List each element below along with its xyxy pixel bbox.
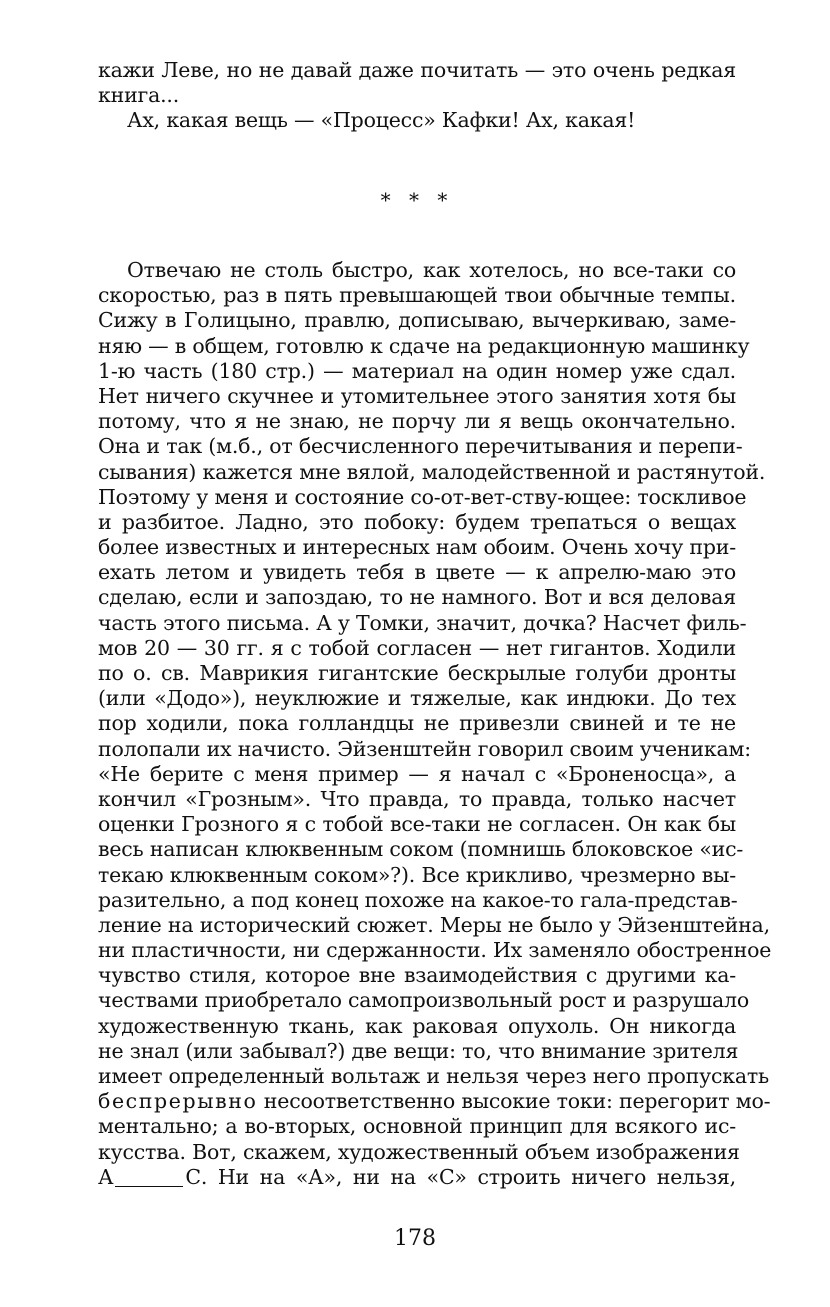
- text-line: сделаю, если и запоздаю, то не намного. Вот и вся деловая: [98, 585, 736, 610]
- text-line: [98, 1089, 771, 1114]
- text-line: ление на исторический сюжет. Меры не было у Эйзенштейна,: [98, 912, 770, 937]
- text-line: (или «Додо»), неуклюжие и тяжелые, как индюки. До тех: [98, 686, 736, 711]
- text-line: оценки Грозного я с тобой все-таки не согласен. Он как бы: [98, 812, 736, 837]
- text-line: разительно, а под конец похоже на какое-то гала-представ-: [98, 887, 738, 912]
- text-line: пор ходили, пока голландцы не привезли свиней и те не: [98, 711, 736, 736]
- text-line: по о. св. Маврикия гигантские бескрылые голуби дронты: [98, 661, 736, 685]
- text-line: художественную ткань, как раковая опухоль. Он никогда: [98, 1013, 736, 1038]
- emphasized-word: беспрерывно: [98, 1089, 258, 1114]
- text-line: ментально; а во-вторых, основной принцип для всякого ис-: [98, 1114, 736, 1139]
- text-line: потому, что я не знаю, не порчу ли я вещь окончательно.: [98, 409, 736, 434]
- text-fragment: несоответственно высокие токи: перегорит мо-: [263, 1089, 771, 1114]
- text-line: няю — в общем, готовлю к сдаче на редакционную машинку: [98, 333, 750, 358]
- text-line: ни пластичности, ни сдержанности. Их заменяло обостренное: [98, 938, 772, 963]
- text-line: Сижу в Голицыно, правлю, дописываю, вычеркиваю, заме-: [98, 308, 736, 333]
- label-c: С.: [185, 1164, 208, 1189]
- text-line: Отвечаю не столь быстро, как хотелось, но все-таки со: [127, 258, 736, 282]
- text-line: кажи Леве, но не давай даже почитать — это очень редкая: [98, 58, 736, 82]
- text-line: чествами приобретало самопроизвольный рост и разрушало: [98, 988, 749, 1013]
- top-paragraph: [98, 58, 736, 134]
- text-line: кусства. Вот, скажем, художественный объем изображения: [98, 1139, 740, 1164]
- text-line: полопали их начисто. Эйзенштейн говорил своим ученикам:: [98, 736, 751, 761]
- text-line: Она и так (м.б., от бесчисленного перечитывания и перепи-: [98, 434, 743, 459]
- text-line: и разбитое. Ладно, это побоку: будем трепаться о вещах: [98, 509, 736, 534]
- text-fragment: Ни на «А», ни на «С» строить ничего нельзя,: [217, 1164, 736, 1189]
- text-line: сывания) кажется мне вялой, малодейственной и растянутой.: [98, 459, 766, 484]
- text-line: мов 20 — 30 гг. я с тобой согласен — нет гигантов. Ходили: [98, 635, 736, 660]
- exclamation-line: Ах, какая вещь — «Процесс» Кафки! Ах, какая!: [127, 108, 636, 133]
- text-line: более известных и интересных нам обоим. Очень хочу при-: [98, 535, 736, 560]
- label-a: А: [98, 1164, 114, 1189]
- text-line: не знал (или забывал?) две вещи: то, что внимание зрителя: [98, 1038, 739, 1063]
- page-number: 178: [394, 1226, 436, 1251]
- text-line: Нет ничего скучнее и утомительнее этого занятия хотя бы: [98, 383, 736, 408]
- text-line: имеет определенный вольтаж и нельзя через него пропускать: [98, 1064, 770, 1088]
- text-line: скоростью, раз в пять превышающей твои обычные темпы.: [98, 283, 736, 308]
- text-line: Поэтому у меня и состояние со-от-вет-ству-ющее: тоскливое: [98, 484, 747, 509]
- letter-paragraph: [98, 258, 772, 1190]
- text-line: текаю клюквенным соком»?). Все крикливо, чрезмерно вы-: [98, 862, 736, 887]
- text-line: [98, 1165, 736, 1190]
- text-line: «Не берите с меня пример — я начал с «Броненосца», а: [98, 761, 736, 786]
- text-line: 1-ю часть (180 стр.) — материал на один номер уже сдал.: [98, 358, 736, 383]
- text-line: весь написан клюквенным соком (помнишь блоковское «ис-: [98, 837, 744, 862]
- text-line: часть этого письма. А у Томки, значит, дочка? Насчет филь-: [98, 610, 747, 635]
- text-line: книга...: [98, 83, 180, 108]
- text-line: чувство стиля, которое вне взаимодействия с другими ка-: [98, 963, 736, 988]
- text-line: кончил «Грозным». Что правда, то правда, только насчет: [98, 786, 736, 811]
- section-separator: * * *: [380, 188, 454, 212]
- book-page: [98, 58, 772, 1189]
- text-line: ехать летом и увидеть тебя в цвете — к апрелю-маю это: [98, 560, 736, 585]
- underline-rule: [115, 1185, 183, 1187]
